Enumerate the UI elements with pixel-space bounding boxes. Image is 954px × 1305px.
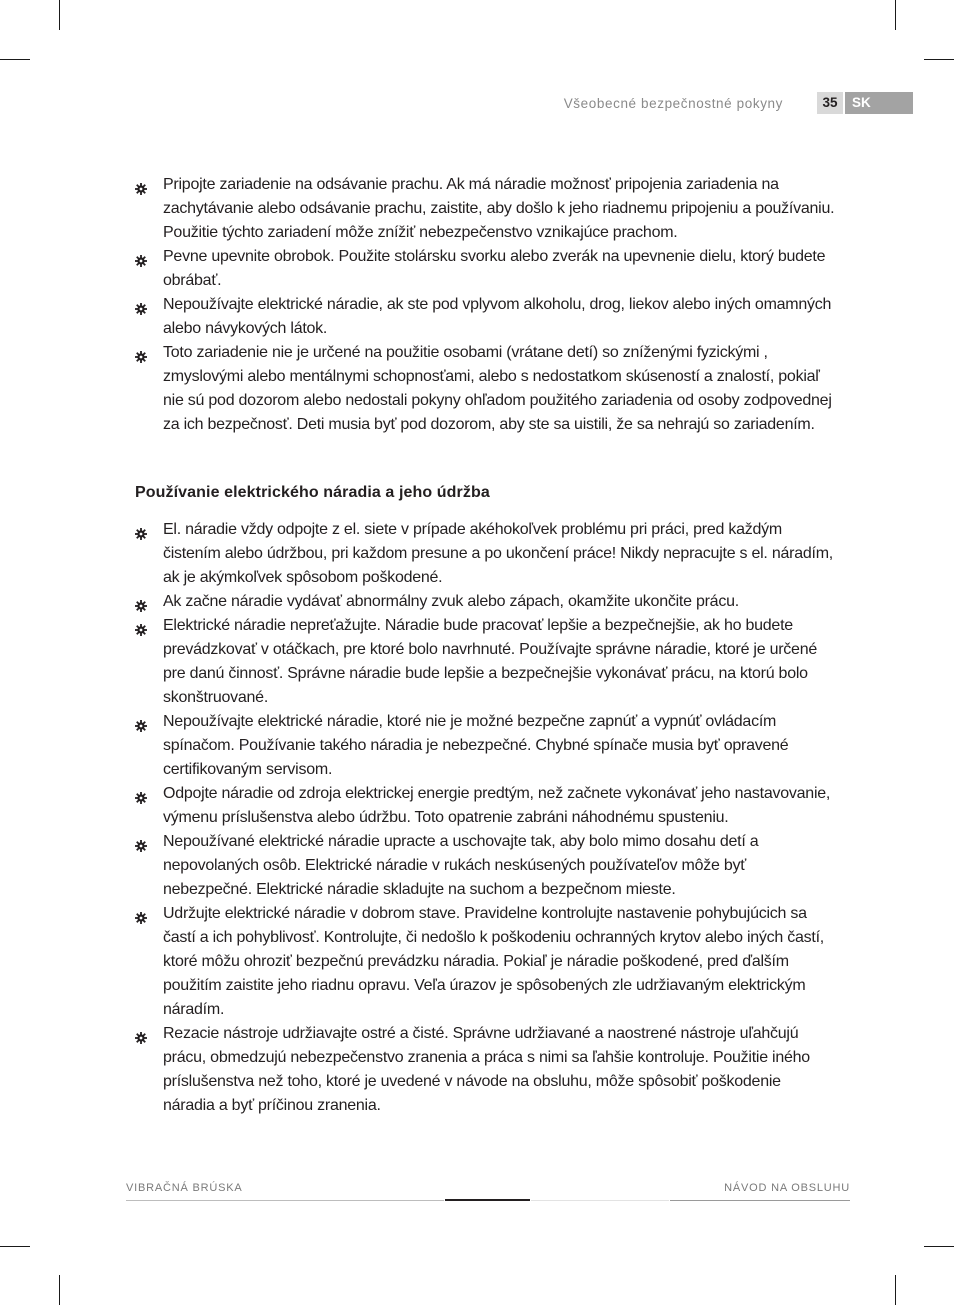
list-item — [135, 341, 835, 437]
list-item — [135, 590, 835, 614]
footer-product-name: VIBRAČNÁ BRÚSKA — [126, 1182, 243, 1194]
crop-mark — [59, 0, 60, 30]
crop-mark — [895, 0, 896, 30]
gear-bullet-icon — [135, 620, 147, 632]
list-item-text: Ak začne náradie vydávať abnormálny zvuk alebo zápach, okamžite ukončite prácu. — [163, 593, 739, 610]
crop-mark — [924, 59, 954, 60]
list-item — [135, 1022, 835, 1118]
section-title: Všeobecné bezpečnostné pokyny — [563, 96, 783, 111]
list-item — [135, 614, 835, 710]
gear-bullet-icon — [135, 299, 147, 311]
list-item — [135, 830, 835, 902]
footer-manual-label: NÁVOD NA OBSLUHU — [724, 1182, 850, 1194]
list-item-text: Rezacie nástroje udržiavajte ostré a čisté. Správne udržiavané a naostrené nástroje uľahčujú prácu, obmedzujú nebezpečenstvo zranenia a práca s nimi sa ľahšie kontroluje. Použitie iného príslušenstva než toho, ktoré je uvedené v návode na obsluhu, môže spôsobiť poškodenie náradia a byť príčinou zranenia. — [163, 1025, 810, 1114]
list-item-text: Udržujte elektrické náradie v dobrom stave. Pravidelne kontrolujte nastavenie pohybujúcich sa častí a ich pohyblivosť. Kontrolujte, či nedošlo k poškodeniu ochranných krytov alebo iných častí, ktoré môžu ohroziť bezpečnú prevádzku náradia. Pokiaľ je náradie poškodené, pred ďalším použitím zaistite jeho riadnu opravu. Veľa úrazov je spôsobených zle udržiavaným elektrickým náradím. — [163, 905, 824, 1018]
page-number: 35 — [817, 92, 843, 114]
list-item — [135, 293, 835, 341]
list-item — [135, 902, 835, 1022]
crop-mark — [0, 59, 30, 60]
list-item-text: Odpojte náradie od zdroja elektrickej energie predtým, než začnete vykonávať jeho nastavovanie, výmenu príslušenstva alebo údržbu. Toto opatrenie zabráni náhodnému spusteniu. — [163, 785, 831, 826]
gear-bullet-icon — [135, 347, 147, 359]
list-item-text: Nepoužívajte elektrické náradie, ktoré nie je možné bezpečne zapnúť a vypnúť ovládacím spínačom. Používanie takého náradia je nebezpečné. Chybné spínače musia byť opravené certifikovaným servisom. — [163, 713, 789, 778]
gear-bullet-icon — [135, 788, 147, 800]
footer-rule — [126, 1200, 444, 1201]
language-code: SK — [845, 92, 913, 114]
footer-rule — [531, 1200, 669, 1201]
list-item-text: Pripojte zariadenie na odsávanie prachu. Ak má náradie možnosť pripojenia zariadenia na zachytávanie alebo odsávanie prachu, zaistite, aby došlo k jeho riadnemu pripojeniu a používaniu. Použitie týchto zariadení môže znížiť nebezpečenstvo vznikajúce prachom. — [163, 176, 835, 241]
safety-list-1 — [135, 173, 835, 437]
list-item — [135, 710, 835, 782]
list-item-text: Nepoužívané elektrické náradie upracte a uschovajte tak, aby bolo mimo dosahu detí a nepovolaných osôb. Elektrické náradie v rukách neskúsených používateľov môže byť nebezpečné. Elektrické náradie skladujte na suchom a bezpečnom mieste. — [163, 833, 759, 898]
list-item-text: El. náradie vždy odpojte z el. siete v prípade akéhokoľvek problému pri práci, pred každým čistením alebo údržbou, pri každom presune a po ukončení práce! Nikdy nepracujte s el. náradím, ak je akýmkoľvek spôsobom poškodené. — [163, 521, 833, 586]
safety-list-2 — [135, 518, 835, 1118]
crop-mark — [0, 1246, 30, 1247]
gear-bullet-icon — [135, 596, 147, 608]
gear-bullet-icon — [135, 524, 147, 536]
crop-mark — [59, 1275, 60, 1305]
list-item-text: Toto zariadenie nie je určené na použitie osobami (vrátane detí) so zníženými fyzickými , zmyslovými alebo mentálnymi schopnosťami, alebo s nedostatkom skúseností a znalostí, pokiaľ nie sú pod dozorom alebo nedostali pokyny ohľadom použitého zariadenia od osoby zodpovednej za ich bezpečnosť. Deti musia byť pod dozorom, aby ste sa uistili, že sa nehrajú so zariadením. — [163, 344, 832, 433]
gear-bullet-icon — [135, 251, 147, 263]
list-item — [135, 245, 835, 293]
list-item — [135, 782, 835, 830]
page-badge — [817, 92, 913, 114]
crop-mark — [895, 1275, 896, 1305]
crop-mark — [924, 1246, 954, 1247]
list-item — [135, 173, 835, 245]
gear-bullet-icon — [135, 908, 147, 920]
footer-rule-accent — [445, 1199, 530, 1201]
list-item — [135, 518, 835, 590]
gear-bullet-icon — [135, 1028, 147, 1040]
section-heading: Používanie elektrického náradia a jeho údržba — [135, 484, 490, 501]
list-item-text: Pevne upevnite obrobok. Použite stolársku svorku alebo zverák na upevnenie dielu, ktorý budete obrábať. — [163, 248, 826, 289]
footer-rule — [670, 1200, 850, 1201]
gear-bullet-icon — [135, 836, 147, 848]
gear-bullet-icon — [135, 179, 147, 191]
list-item-text: Elektrické náradie nepreťažujte. Náradie bude pracovať lepšie a bezpečnejšie, ak ho budete prevádzkovať v otáčkach, pre ktoré bolo navrhnuté. Používajte správne náradie, ktoré je určené pre danú činnosť. Správne náradie bude lepšie a bezpečnejšie vykonávať prácu, na ktorú bolo skonštruované. — [163, 617, 817, 706]
gear-bullet-icon — [135, 716, 147, 728]
list-item-text: Nepoužívajte elektrické náradie, ak ste pod vplyvom alkoholu, drog, liekov alebo iných omamných alebo návykových látok. — [163, 296, 832, 337]
